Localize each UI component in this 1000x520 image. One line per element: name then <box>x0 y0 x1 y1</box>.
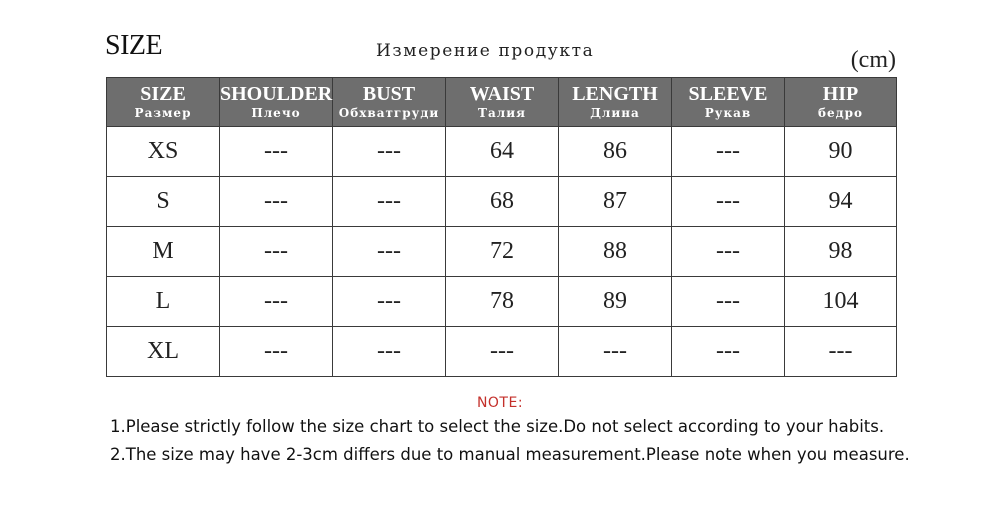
header-sleeve <box>672 78 785 127</box>
note-line-2: 2.The size may have 2-3cm differs due to manual measurement.Please note when you measure. <box>110 445 910 464</box>
table-cell: 90 <box>785 127 897 177</box>
header-waist <box>446 78 559 127</box>
table-cell: 88 <box>559 227 672 277</box>
table-row <box>107 277 897 327</box>
table-cell: --- <box>220 227 333 277</box>
table-cell: --- <box>446 327 559 377</box>
unit-label: (cm) <box>850 47 896 73</box>
header-label: HIP <box>822 83 859 105</box>
header-sublabel: бедро <box>817 106 864 120</box>
note-line-1: 1.Please strictly follow the size chart to select the size.Do not select according to your habits. <box>110 417 885 436</box>
header-label: SLEEVE <box>688 83 768 105</box>
table-cell: --- <box>333 227 446 277</box>
header-label: SIZE <box>140 83 186 105</box>
table-cell: --- <box>333 127 446 177</box>
table-cell: --- <box>220 127 333 177</box>
table-cell: --- <box>785 327 897 377</box>
header-sublabel: Рукав <box>704 106 752 120</box>
table-cell: XS <box>107 127 220 177</box>
table-cell: --- <box>672 277 785 327</box>
table-cell: 68 <box>446 177 559 227</box>
header-bust <box>333 78 446 127</box>
header-label: WAIST <box>469 83 535 105</box>
table-cell: --- <box>672 227 785 277</box>
table-cell: 86 <box>559 127 672 177</box>
table-cell: --- <box>333 177 446 227</box>
table-cell: L <box>107 277 220 327</box>
note-label: NOTE: <box>476 395 524 411</box>
table-cell: 104 <box>785 277 897 327</box>
table-row <box>107 177 897 227</box>
table-cell: --- <box>333 327 446 377</box>
header-sublabel: Размер <box>134 106 192 120</box>
header-sublabel: Длина <box>590 106 640 120</box>
table-cell: 94 <box>785 177 897 227</box>
table-cell: 89 <box>559 277 672 327</box>
table-cell: --- <box>220 177 333 227</box>
header-size <box>107 78 220 127</box>
table-cell: --- <box>672 177 785 227</box>
table-row <box>107 127 897 177</box>
table-cell: --- <box>672 127 785 177</box>
table-cell: 64 <box>446 127 559 177</box>
header-label: SHOULDER <box>220 83 333 105</box>
table-cell: --- <box>220 327 333 377</box>
table-cell: 87 <box>559 177 672 227</box>
table-cell: --- <box>559 327 672 377</box>
table-row <box>107 227 897 277</box>
table-cell: M <box>107 227 220 277</box>
header-label: BUST <box>362 83 416 105</box>
header-length <box>559 78 672 127</box>
page-subtitle: Измерение продукта <box>376 41 595 61</box>
header-hip <box>785 78 897 127</box>
table-cell: 98 <box>785 227 897 277</box>
table-header-row <box>107 78 897 127</box>
header-sublabel: Обхватгруди <box>338 106 440 120</box>
header-shoulder <box>220 78 333 127</box>
table-cell: XL <box>107 327 220 377</box>
table-cell: S <box>107 177 220 227</box>
table-cell: --- <box>333 277 446 327</box>
table-cell: 72 <box>446 227 559 277</box>
table-cell: --- <box>672 327 785 377</box>
table-cell: 78 <box>446 277 559 327</box>
size-table <box>106 77 897 377</box>
table-row <box>107 327 897 377</box>
table-cell: --- <box>220 277 333 327</box>
header-sublabel: Талия <box>478 106 526 120</box>
page-title: SIZE <box>105 30 163 61</box>
header-label: LENGTH <box>572 83 658 105</box>
header-sublabel: Плечо <box>251 106 301 120</box>
